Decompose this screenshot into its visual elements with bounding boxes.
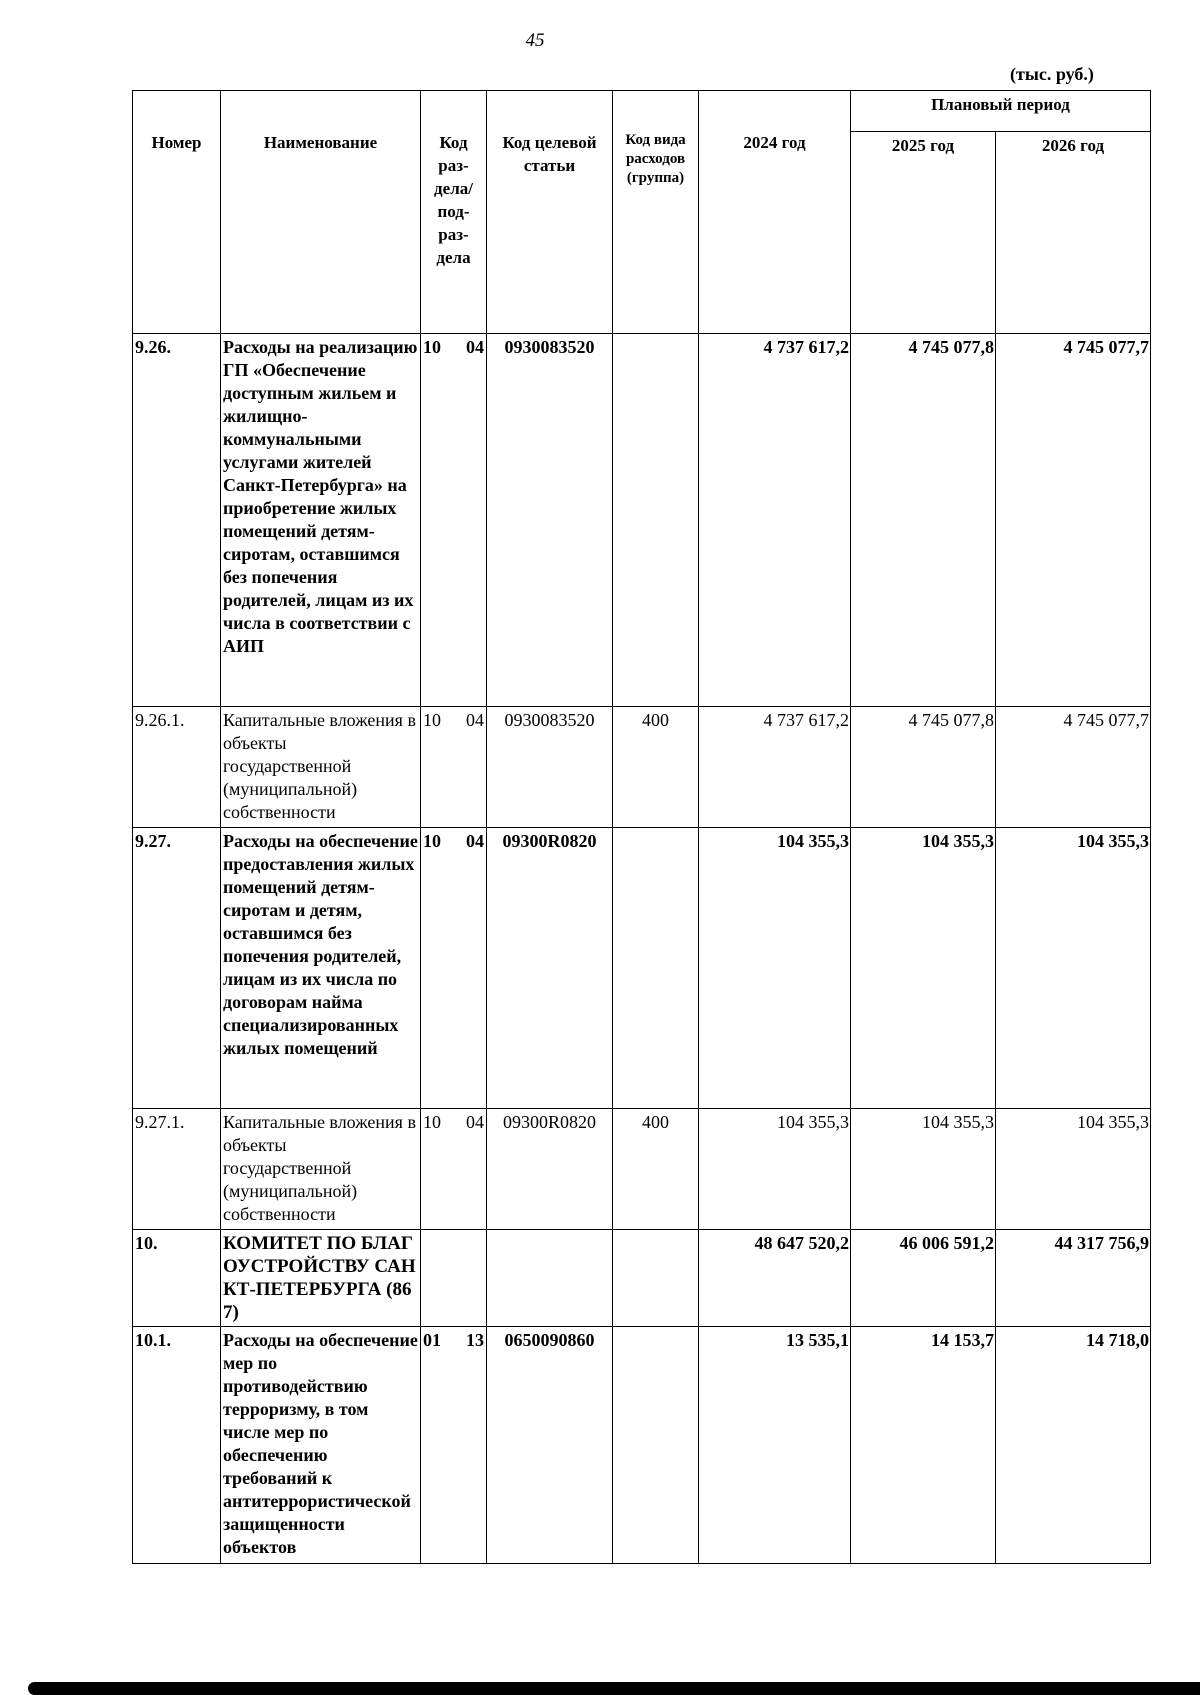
row-expense-type (613, 1327, 699, 1564)
row-target-code (487, 1230, 613, 1327)
row-name: Расходы на обеспечение предоставления жилых помещений детям-сиротам и детям, оставшимся без попечения родителей, лицам из их числа по договорам найма специализированных жилых помещений (221, 828, 421, 1109)
row-section-code: 01 13 (421, 1327, 487, 1564)
row-number: 10. (133, 1230, 221, 1327)
table-row (133, 334, 1151, 707)
row-value-2024: 48 647 520,2 (699, 1230, 851, 1327)
table-row (133, 1327, 1151, 1564)
row-value-2026: 4 745 077,7 (996, 334, 1151, 707)
row-target-code: 0930083520 (487, 707, 613, 828)
row-section-code: 10 04 (421, 334, 487, 707)
header-expense-type: Код вида расходов (группа) (613, 91, 699, 334)
row-name: Капитальные вложения в объекты государственной (муниципальной) собственности (221, 707, 421, 828)
header-2024: 2024 год (699, 91, 851, 334)
row-number: 9.26.1. (133, 707, 221, 828)
header-planned-period: Плановый период (851, 91, 1151, 132)
scan-edge-bar (28, 1682, 1200, 1695)
row-name: КОМИТЕТ ПО БЛАГОУСТРОЙСТВУ САНКТ-ПЕТЕРБУРГА (867) (221, 1230, 421, 1327)
table-row (133, 1230, 1151, 1327)
budget-table (132, 90, 1151, 1564)
row-value-2024: 4 737 617,2 (699, 707, 851, 828)
row-value-2026: 44 317 756,9 (996, 1230, 1151, 1327)
row-value-2025: 46 006 591,2 (851, 1230, 996, 1327)
row-value-2025: 104 355,3 (851, 1109, 996, 1230)
row-value-2025: 14 153,7 (851, 1327, 996, 1564)
header-target: Код целевой статьи (487, 91, 613, 334)
row-expense-type (613, 828, 699, 1109)
row-value-2024: 104 355,3 (699, 828, 851, 1109)
row-value-2026: 4 745 077,7 (996, 707, 1151, 828)
header-2025: 2025 год (851, 132, 996, 334)
row-expense-type: 400 (613, 707, 699, 828)
row-name: Расходы на реализацию ГП «Обеспечение доступным жильем и жилищно-коммунальными услугами жителей Санкт-Петербурга» на приобретение жилых помещений детям-сиротам, оставшимся без попечения родителей, лицам из их числа в соответствии с АИП (221, 334, 421, 707)
table-row (133, 1109, 1151, 1230)
row-target-code: 0650090860 (487, 1327, 613, 1564)
row-number: 9.26. (133, 334, 221, 707)
row-expense-type: 400 (613, 1109, 699, 1230)
row-value-2024: 104 355,3 (699, 1109, 851, 1230)
row-value-2024: 13 535,1 (699, 1327, 851, 1564)
row-number: 9.27.1. (133, 1109, 221, 1230)
row-number: 9.27. (133, 828, 221, 1109)
table-row (133, 707, 1151, 828)
row-name: Капитальные вложения в объекты государственной (муниципальной) собственности (221, 1109, 421, 1230)
header-number: Номер (133, 91, 221, 334)
row-value-2025: 4 745 077,8 (851, 707, 996, 828)
row-number: 10.1. (133, 1327, 221, 1564)
row-section-code: 10 04 (421, 707, 487, 828)
table-row (133, 828, 1151, 1109)
row-expense-type (613, 334, 699, 707)
row-name: Расходы на обеспечение мер по противодействию терроризму, в том числе мер по обеспечению требований к антитеррористической защищенности объектов (221, 1327, 421, 1564)
row-value-2024: 4 737 617,2 (699, 334, 851, 707)
header-section: Код раз-дела/ под-раз-дела (421, 91, 487, 334)
row-target-code: 09300R0820 (487, 828, 613, 1109)
row-target-code: 09300R0820 (487, 1109, 613, 1230)
row-value-2026: 104 355,3 (996, 1109, 1151, 1230)
header-row-top (133, 91, 1151, 132)
page-number: 45 (525, 30, 545, 51)
row-value-2026: 14 718,0 (996, 1327, 1151, 1564)
header-2026: 2026 год (996, 132, 1151, 334)
row-section-code (421, 1230, 487, 1327)
header-name: Наименование (221, 91, 421, 334)
row-value-2025: 4 745 077,8 (851, 334, 996, 707)
row-section-code: 10 04 (421, 1109, 487, 1230)
row-value-2026: 104 355,3 (996, 828, 1151, 1109)
units-label: (тыс. руб.) (1010, 64, 1094, 84)
row-value-2025: 104 355,3 (851, 828, 996, 1109)
row-section-code: 10 04 (421, 828, 487, 1109)
row-expense-type (613, 1230, 699, 1327)
row-target-code: 0930083520 (487, 334, 613, 707)
